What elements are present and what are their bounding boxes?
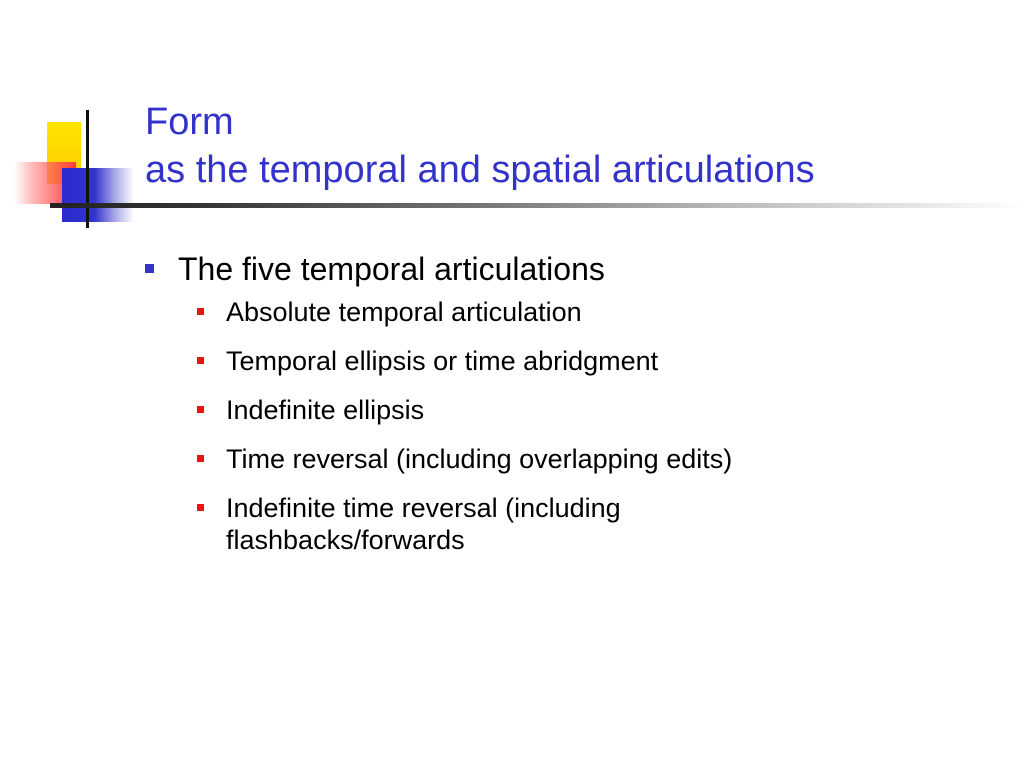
sub-bullet-text: Time reversal (including overlapping edits) (226, 444, 733, 474)
title-line-1: Form (145, 101, 234, 143)
sub-bullet-list (145, 296, 985, 556)
square-bullet-icon (197, 455, 204, 462)
square-bullet-icon (197, 357, 204, 364)
sub-bullet-item (197, 296, 985, 328)
slide-title (145, 98, 815, 194)
sub-bullet-text: Indefinite time reversal (including flashbacks/forwards (226, 493, 621, 555)
vertical-rule (86, 110, 89, 228)
title-line-2: as the temporal and spatial articulations (145, 149, 815, 191)
blue-block (62, 168, 134, 222)
square-bullet-icon (197, 308, 204, 315)
bullet-item (145, 248, 985, 290)
sub-bullet-item (197, 394, 985, 426)
title-underline (50, 203, 1024, 208)
bullet-text: The five temporal articulations (178, 251, 605, 287)
sub-bullet-text: Indefinite ellipsis (226, 395, 425, 425)
sub-bullet-item (197, 492, 985, 556)
sub-bullet-item (197, 345, 985, 377)
sub-bullet-item (197, 443, 985, 475)
square-bullet-icon (197, 406, 204, 413)
sub-bullet-text: Absolute temporal articulation (226, 297, 582, 327)
slide-body (145, 248, 985, 573)
square-bullet-icon (197, 504, 204, 511)
sub-bullet-text: Temporal ellipsis or time abridgment (226, 346, 659, 376)
square-bullet-icon (145, 264, 154, 273)
